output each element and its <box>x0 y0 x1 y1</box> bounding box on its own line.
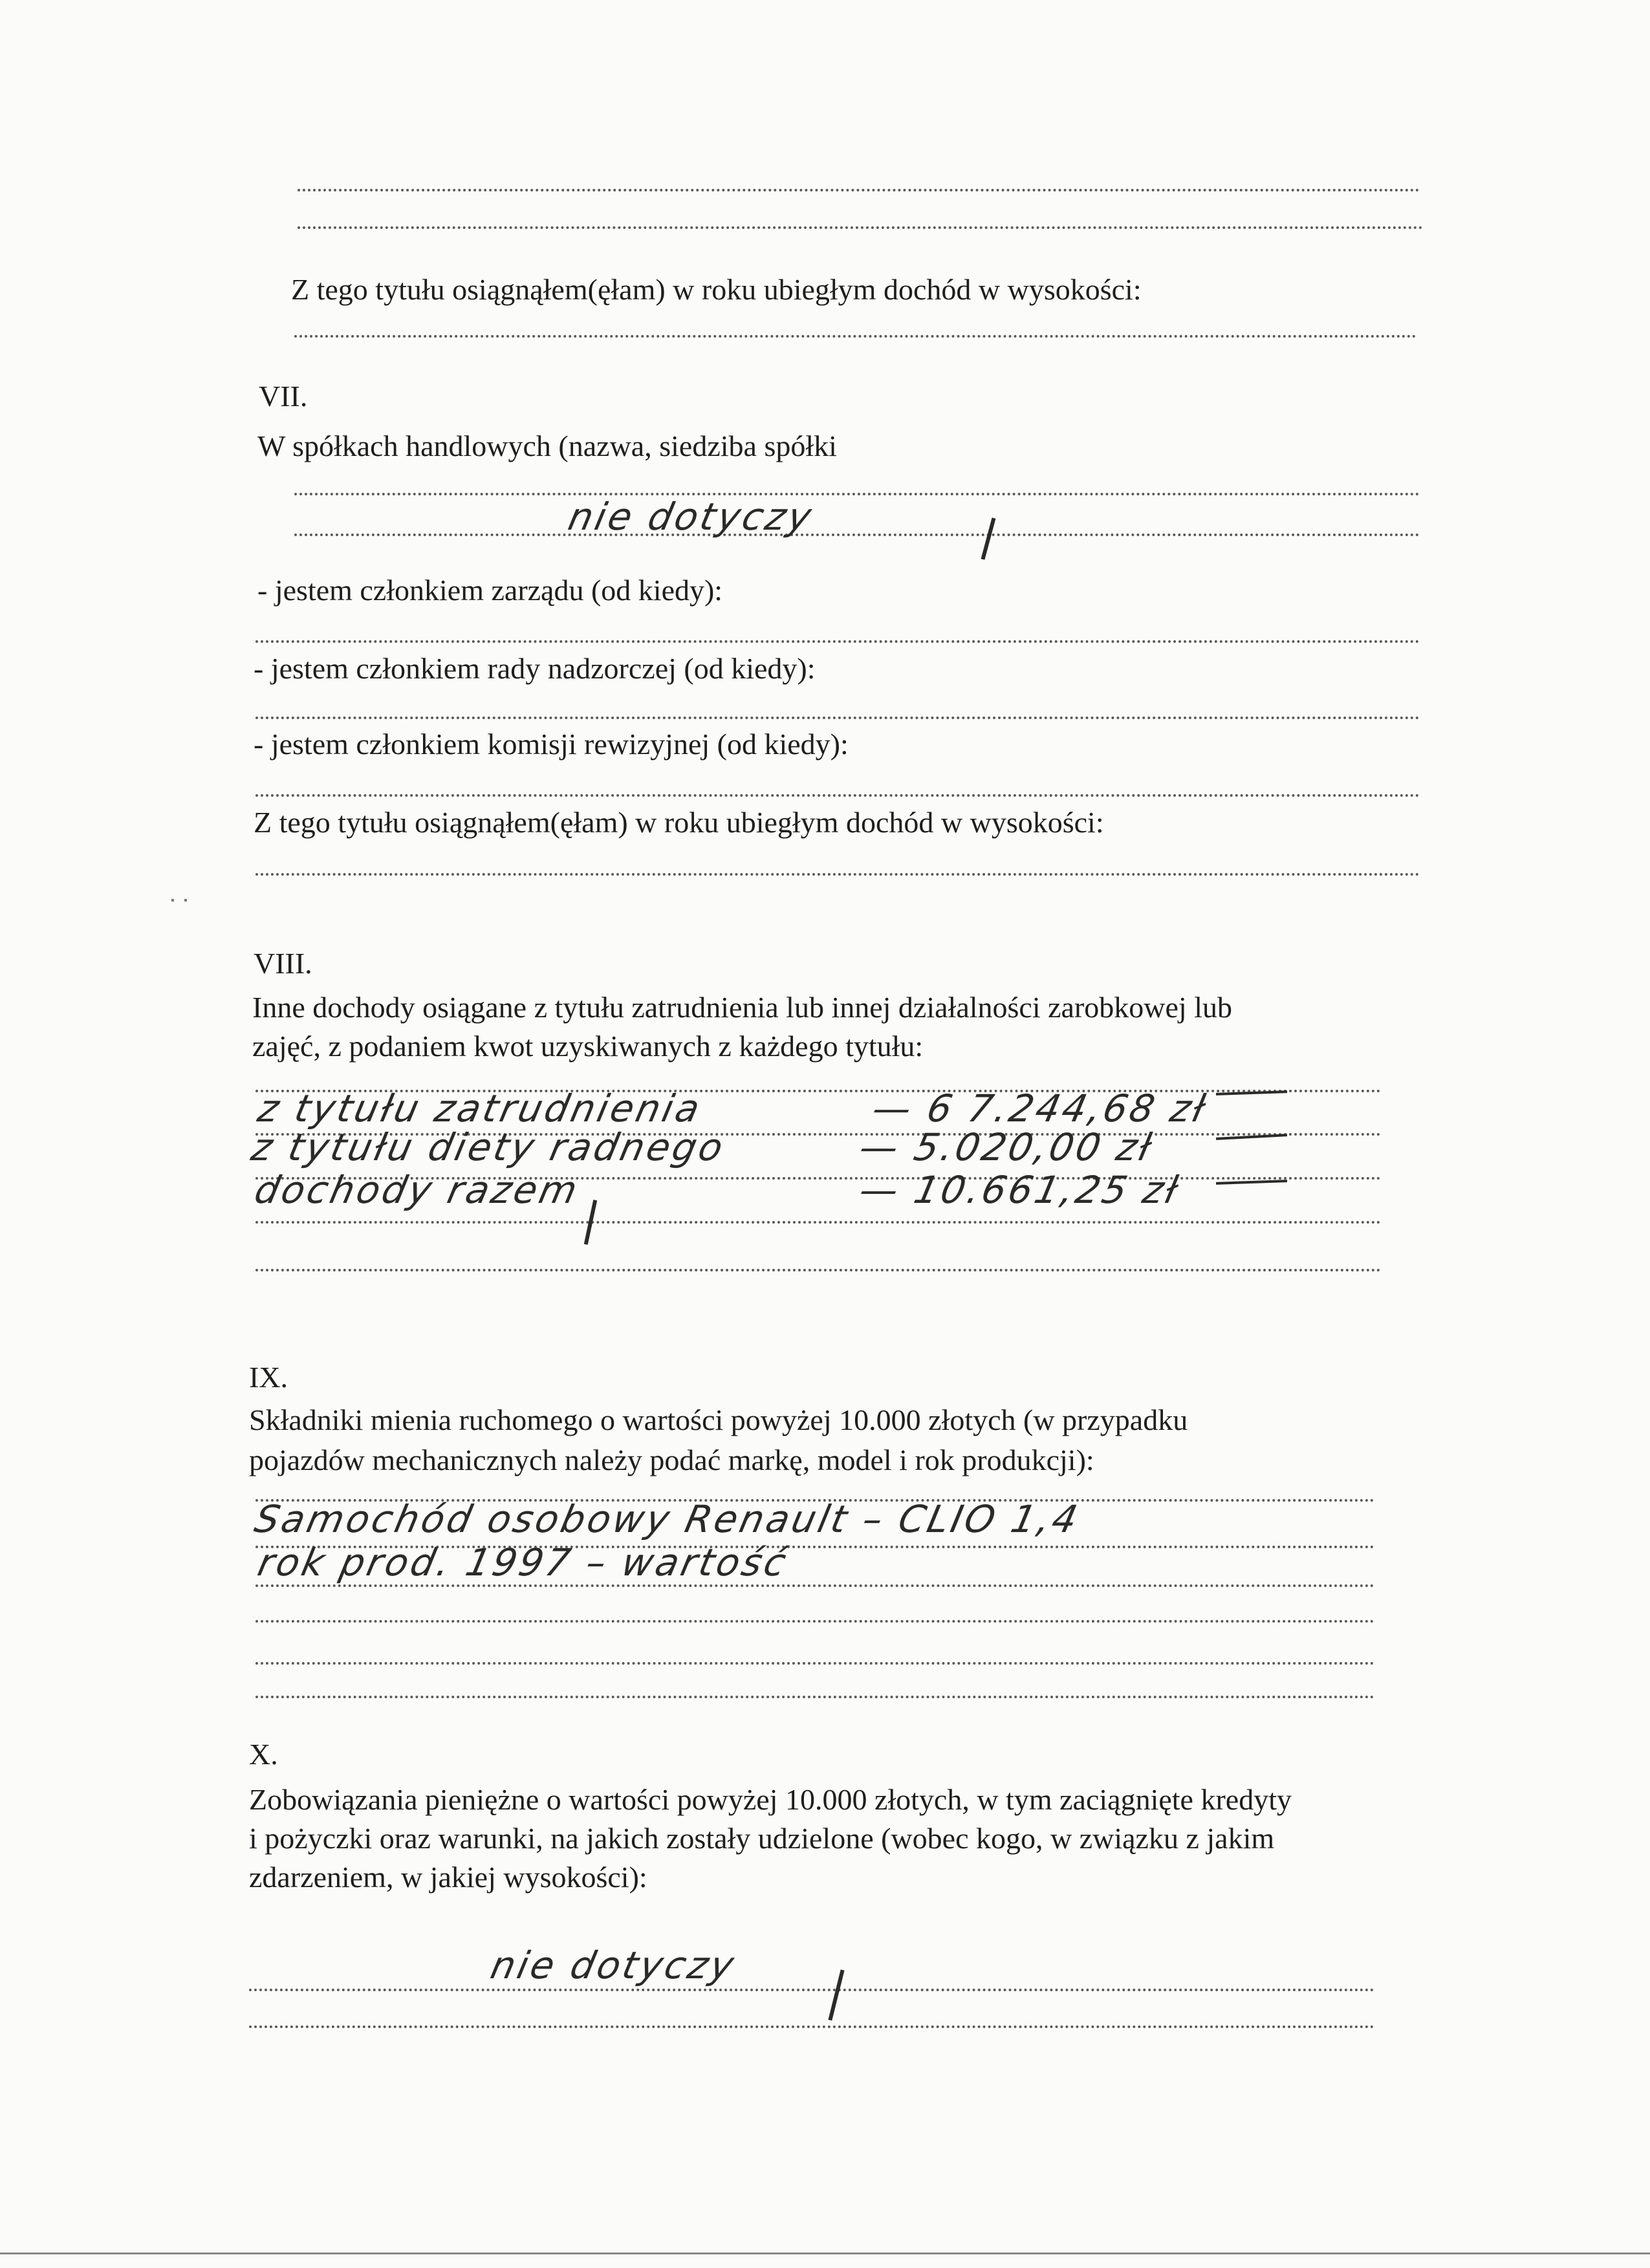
income-amount: — 5.020,00 zł <box>855 1125 1158 1169</box>
handwritten-answer: nie dotyczy <box>564 495 818 539</box>
answer-line <box>255 640 1420 643</box>
supervisory-member-label: - jestem członkiem rady nadzorczej (od kiedy): <box>254 652 816 685</box>
answer-line <box>255 873 1420 876</box>
income-amount: — 6 7.244,68 zł <box>868 1086 1211 1130</box>
section-title-line: pojazdów mechanicznych należy podać markę, model i rok produkcji): <box>249 1443 1094 1476</box>
income-label: Z tego tytułu osiągnąłem(ęłam) w roku ubiegłym dochód w wysokości: <box>254 806 1104 839</box>
section-number: X. <box>249 1738 278 1771</box>
answer-line <box>255 1620 1374 1623</box>
vehicle-line: Samochód osobowy Renault – CLIO 1,4 <box>250 1497 1084 1541</box>
scan-edge <box>0 2252 1650 2254</box>
section-number: IX. <box>249 1361 288 1394</box>
answer-line <box>294 493 1420 495</box>
section-title-line: Zobowiązania pieniężne o wartości powyżej 10.000 złotych, w tym zaciągnięte kredyty <box>249 1783 1292 1816</box>
answer-line <box>255 1269 1381 1271</box>
section-title-line: i pożyczki oraz warunki, na jakich zostały udzielone (wobec kogo, w związku z jakim <box>249 1822 1275 1855</box>
section-title-line: zdarzeniem, w jakiej wysokości): <box>249 1861 647 1894</box>
section-number: VII. <box>259 380 308 413</box>
handwriting-stroke <box>981 517 996 559</box>
income-label: Z tego tytułu osiągnąłem(ęłam) w roku ubiegłym dochód w wysokości: <box>291 273 1142 306</box>
answer-line <box>255 1221 1381 1224</box>
income-source: dochody razem <box>250 1168 584 1212</box>
answer-line <box>249 1989 1374 1991</box>
answer-line <box>298 226 1423 229</box>
answer-line <box>255 717 1420 719</box>
answer-line <box>255 1662 1374 1665</box>
answer-line <box>255 1584 1374 1587</box>
answer-line <box>255 1696 1374 1698</box>
answer-line <box>294 335 1417 338</box>
audit-member-label: - jestem członkiem komisji rewizyjnej (od kiedy): <box>254 728 849 761</box>
handwriting-stroke <box>828 1969 844 2020</box>
answer-line <box>249 2025 1374 2028</box>
board-member-label: - jestem członkiem zarządu (od kiedy): <box>257 574 723 607</box>
answer-line <box>255 794 1420 797</box>
handwritten-answer: nie dotyczy <box>486 1943 741 1987</box>
answer-line <box>298 189 1420 191</box>
scan-speck <box>184 899 187 902</box>
income-source: z tytułu zatrudnienia <box>254 1086 706 1130</box>
answer-line <box>294 534 1420 536</box>
section-title-line: zajęć, z podaniem kwot uzyskiwanych z każdego tytułu: <box>252 1030 924 1063</box>
section-title: W spółkach handlowych (nazwa, siedziba spółki <box>257 429 837 462</box>
handwriting-stroke <box>1216 1180 1287 1185</box>
income-amount: — 10.661,25 zł <box>855 1168 1184 1212</box>
vehicle-line: rok prod. 1997 – wartość <box>254 1540 793 1584</box>
section-title-line: Inne dochody osiągane z tytułu zatrudnienia lub innej działalności zarobkowej lub <box>252 991 1232 1024</box>
scan-speck <box>171 899 174 902</box>
section-number: VIII. <box>254 947 312 980</box>
income-source: z tytułu diety radnego <box>247 1125 730 1169</box>
section-title-line: Składniki mienia ruchomego o wartości powyżej 10.000 złotych (w przypadku <box>249 1403 1188 1436</box>
